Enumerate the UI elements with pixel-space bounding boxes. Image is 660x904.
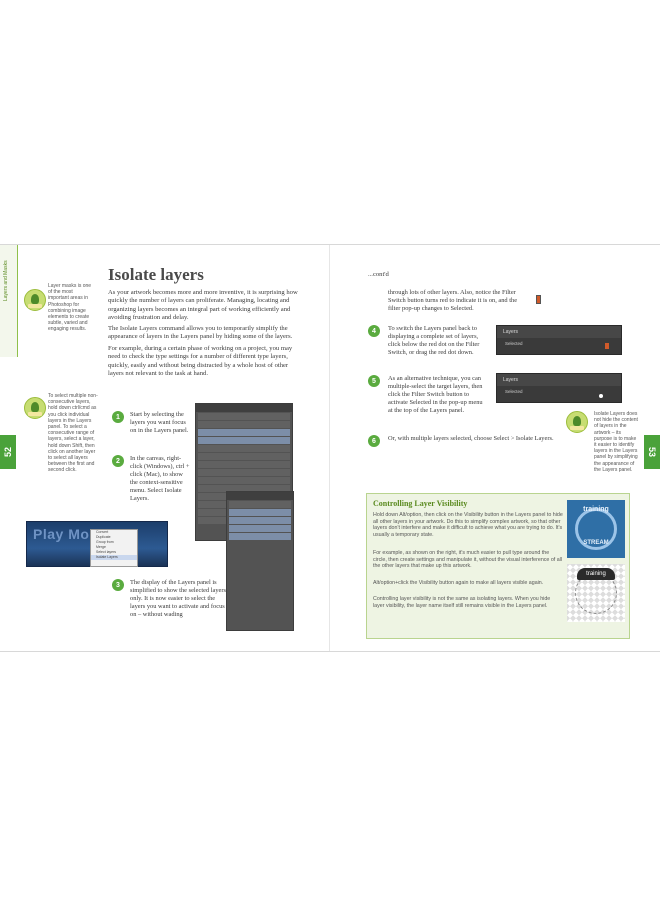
filter-switch-icon — [536, 295, 541, 304]
section-tab — [0, 245, 18, 357]
continued-label: ...cont'd — [368, 271, 389, 278]
step-5-number: 5 — [368, 375, 380, 387]
box-paragraph-3: Alt/option+click the Visibility button again to make all layers visible again. — [373, 580, 544, 586]
left-page-number — [0, 435, 16, 469]
step-6-number: 6 — [368, 435, 380, 447]
isolated-layers-panel-screenshot — [226, 491, 294, 631]
tip-layer-masks: Layer masks is one of the most important areas in Photoshop for combining image elements to create subtle, varied and engaging results. — [48, 283, 92, 333]
panel-title: Layers — [497, 374, 621, 386]
step-2-number: 2 — [112, 455, 124, 467]
layers-panel-filter-on — [496, 325, 622, 355]
logo-top-text: training — [583, 506, 609, 513]
menu-item-isolate-layers[interactable]: Isolate Layers — [91, 555, 137, 560]
box-paragraph-2: For example, as shown on the right, it's much easier to pull type around the circle, then create settings and manipulate it, without the visual interference of all the other layers that make up this artwork. — [373, 550, 563, 570]
logo-bottom-text: STREAM — [583, 540, 609, 546]
step-1-text: Start by selecting the layers you want focus on in the Layers panel. — [130, 411, 189, 434]
section-tab-label: Layers and Masks — [3, 260, 9, 301]
canvas-text: Play Mo — [33, 526, 90, 542]
page-spine — [329, 245, 330, 651]
panel-title: Layers — [497, 326, 621, 338]
controlling-visibility-box — [366, 493, 630, 639]
box-paragraph-4: Controlling layer visibility is not the same as isolating layers. When you hide layer visibility, the layer name itself still remains visible in the Layers panel. — [373, 596, 551, 609]
training-stream-logo-image — [567, 500, 625, 558]
context-menu — [90, 529, 138, 567]
logo-curved-text: training — [577, 568, 615, 580]
step-5-text: As an alternative technique, you can multiple-select the target layers, then click the Filter Switch button to activate Selected in the pop-up menu at the top of the Layers panel. — [388, 375, 483, 414]
intro-paragraph-3: For example, during a certain phase of working on a project, you may need to check the type settings for a number of different type layers, quickly, easily and without being distracted by a whole host of other layers not relevant to the task at hand. — [108, 345, 293, 378]
step-4-number: 4 — [368, 325, 380, 337]
menu-item[interactable]: Duplicate — [96, 535, 111, 539]
book-spread — [0, 244, 660, 652]
menu-item[interactable]: Merge — [96, 545, 106, 549]
intro-paragraph-2: The Isolate Layers command allows you to temporarily simplify the appearance of layers in the Layers panel by hiding some of the layers. — [108, 325, 293, 341]
filter-switch-dot-icon[interactable] — [599, 394, 603, 398]
menu-item[interactable]: Group from — [96, 540, 114, 544]
step-4-text: To switch the Layers panel back to displaying a complete set of layers, click below the red dot on the Filter Switch, or drag the red dot down. — [388, 325, 480, 356]
layers-panel-filter-off — [496, 373, 622, 403]
box-title: Controlling Layer Visibility — [373, 499, 468, 508]
filter-selected-label: Selected — [505, 341, 523, 346]
left-page-number-text: 52 — [2, 446, 13, 458]
menu-item[interactable]: Select layers — [96, 550, 117, 554]
intro-paragraph-1: As your artwork becomes more and more inventive, it is surprising how quickly the number of layers can proliferate. Managing, locating and organizing layers becomes an integral part of working efficiently and avoiding frustration and delay. — [108, 289, 298, 322]
step-6-text: Or, with multiple layers selected, choose Select > Isolate Layers. — [388, 435, 554, 442]
filter-switch-red-icon[interactable] — [605, 343, 609, 349]
box-paragraph-1: Hold down Alt/option, then click on the Visibility button in the Layers panel to hide all other layers in your artwork. Do this to simplify complex artwork, so that other layers don't interfere and make it difficult to achieve what you are trying to do. It's usually a temporary state. — [373, 512, 563, 538]
menu-item[interactable]: Convert — [96, 530, 109, 534]
filter-selected-label: Selected — [505, 389, 523, 394]
step-3-continued: through lots of other layers. Also, notice the Filter Switch button turns red to indicate it is on, and the filter pop-up changes to Selected. — [388, 289, 518, 312]
step-1-number: 1 — [112, 411, 124, 423]
page-title: Isolate layers — [108, 265, 204, 284]
step-3-number: 3 — [112, 579, 124, 591]
tip-isolate-layers: Isolate Layers does not hide the content of layers in the artwork – its purpose is to make it easier to identify layers in the Layers panel by simplifying the appearance of the Layers panel. — [594, 411, 638, 473]
isolated-type-image — [567, 564, 625, 622]
tip-select-layers: To select multiple non-consecutive layers, hold down ctrl/cmd as you click individual layers in the Layers panel. To select a consecutive range of layers, select a layer, hold down Shift, then click on another layer to select all layers between the first and second click. — [48, 393, 98, 474]
right-page-number — [644, 435, 660, 469]
step-3-text: The display of the Layers panel is simplified to show the selected layers only. It is now easier to select the layers you want to activate and focus on – without wading — [130, 579, 227, 618]
step-2-text: In the canvas, right-click (Windows), ctrl + click (Mac), to show the context-sensitive menu. Select Isolate Layers. — [130, 455, 190, 502]
right-page-number-text: 53 — [646, 446, 657, 458]
filter-row — [497, 338, 621, 350]
